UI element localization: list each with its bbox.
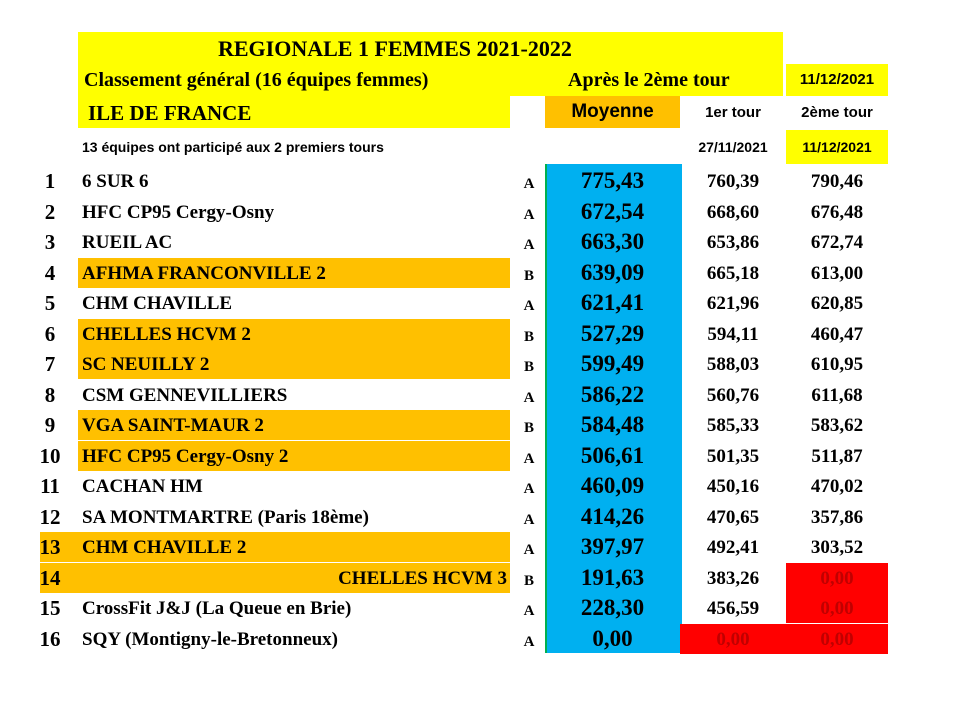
- group-cell: A: [523, 633, 535, 650]
- round2-cell: 672,74: [810, 232, 864, 253]
- group-cell: A: [523, 481, 535, 497]
- rank-cell: 13: [39, 535, 61, 559]
- round1-header: 1er tour: [705, 104, 761, 121]
- round1-cell: 456,59: [706, 598, 760, 619]
- team-name: CrossFit J&J (La Queue en Brie): [82, 598, 352, 619]
- top-date: 11/12/2021: [799, 71, 875, 88]
- round1-cell: 653,86: [706, 232, 760, 253]
- table-row: [0, 349, 965, 379]
- team-name: VGA SAINT-MAUR 2: [82, 415, 264, 436]
- round2-cell: 610,95: [810, 354, 864, 375]
- round1-cell: 383,26: [706, 567, 760, 589]
- table-row: [0, 502, 965, 532]
- round1-cell: 668,60: [706, 201, 760, 223]
- table-row: [0, 563, 965, 593]
- round1-cell: 560,76: [706, 384, 760, 406]
- round1-cell: 621,96: [706, 293, 760, 314]
- average-cell: 228,30: [580, 595, 645, 620]
- group-cell: A: [523, 603, 535, 619]
- rank-cell: 1: [44, 169, 56, 193]
- average-cell: 460,09: [580, 473, 645, 498]
- team-name: CHELLES HCVM 3: [338, 567, 507, 589]
- table-row: [0, 166, 965, 196]
- rank-cell: 15: [39, 596, 61, 620]
- round1-cell: 450,16: [706, 476, 760, 497]
- rank-cell: 8: [44, 382, 56, 407]
- average-cell: 397,97: [580, 534, 645, 559]
- table-row: [0, 197, 965, 227]
- rank-cell: 6: [44, 321, 56, 346]
- round2-cell: 460,47: [810, 323, 864, 345]
- round2-cell: 620,85: [810, 293, 864, 314]
- team-name: RUEIL AC: [82, 232, 173, 253]
- group-cell: A: [523, 511, 535, 528]
- table-row: [0, 319, 965, 349]
- average-cell: 672,54: [580, 198, 645, 224]
- table-row: [0, 532, 965, 562]
- group-cell: B: [523, 328, 534, 345]
- after-round-label: Après le 2ème tour: [568, 69, 730, 91]
- round1-date: 27/11/2021: [698, 139, 768, 155]
- group-cell: A: [523, 450, 535, 467]
- rank-cell: 10: [39, 443, 61, 468]
- round1-cell: 665,18: [706, 262, 760, 284]
- group-cell: A: [523, 237, 535, 253]
- round2-date: 11/12/2021: [802, 139, 872, 155]
- rank-cell: 2: [44, 199, 56, 224]
- rank-cell: 9: [44, 413, 56, 437]
- round2-cell: 357,86: [810, 506, 864, 528]
- group-cell: B: [523, 572, 534, 589]
- round2-cell: 0,00: [820, 628, 854, 650]
- rank-cell: 12: [39, 504, 61, 529]
- round2-cell: 0,00: [820, 598, 854, 619]
- round2-cell: 583,62: [810, 415, 864, 436]
- average-cell: 506,61: [580, 442, 645, 468]
- group-cell: A: [523, 298, 535, 314]
- team-name: CHELLES HCVM 2: [82, 323, 251, 345]
- round1-cell: 594,11: [707, 323, 759, 345]
- page-title: REGIONALE 1 FEMMES 2021-2022: [218, 36, 572, 61]
- round2-cell: 303,52: [810, 537, 864, 558]
- average-cell: 191,63: [580, 564, 645, 590]
- round2-cell: 611,68: [811, 384, 863, 406]
- average-header: Moyenne: [571, 101, 654, 122]
- group-cell: B: [523, 420, 534, 436]
- round1-cell: 501,35: [706, 445, 760, 467]
- average-cell: 586,22: [580, 381, 645, 407]
- round1-cell: 492,41: [706, 537, 760, 558]
- table-row: [0, 410, 965, 440]
- team-name: CSM GENNEVILLIERS: [82, 384, 288, 406]
- average-cell: 775,43: [580, 168, 645, 193]
- group-cell: A: [523, 389, 535, 406]
- table-row: [0, 288, 965, 318]
- table-row: [0, 624, 965, 654]
- team-name: SQY (Montigny-le-Bretonneux): [82, 628, 338, 650]
- round1-cell: 0,00: [716, 628, 750, 650]
- rank-cell: 3: [44, 230, 56, 254]
- rank-cell: 11: [40, 474, 60, 498]
- average-cell: 584,48: [580, 412, 645, 437]
- team-name: SA MONTMARTRE (Paris 18ème): [82, 506, 369, 528]
- team-name: SC NEUILLY 2: [82, 354, 210, 375]
- average-cell: 639,09: [580, 259, 645, 285]
- round2-cell: 613,00: [810, 262, 864, 284]
- team-name: HFC CP95 Cergy-Osny: [82, 201, 275, 223]
- ranking-subtitle: Classement général (16 équipes femmes): [84, 69, 429, 91]
- team-name: CACHAN HM: [82, 476, 203, 497]
- round2-cell: 0,00: [820, 567, 854, 589]
- team-name: 6 SUR 6: [82, 171, 149, 192]
- average-cell: 663,30: [580, 229, 645, 254]
- round1-cell: 470,65: [706, 506, 760, 528]
- round1-cell: 585,33: [706, 415, 760, 436]
- table-row: [0, 441, 965, 471]
- group-cell: A: [523, 176, 535, 192]
- average-cell: 414,26: [580, 503, 645, 529]
- rank-cell: 7: [44, 352, 56, 376]
- participation-note: 13 équipes ont participé aux 2 premiers tours: [82, 139, 384, 155]
- team-name: AFHMA FRANCONVILLE 2: [82, 262, 326, 284]
- rank-cell: 4: [44, 260, 56, 285]
- round2-cell: 511,87: [811, 445, 863, 467]
- round2-header: 2ème tour: [801, 104, 873, 121]
- round2-cell: 470,02: [810, 476, 864, 497]
- average-cell: 0,00: [592, 625, 633, 651]
- round2-cell: 790,46: [810, 171, 864, 192]
- team-name: CHM CHAVILLE: [82, 293, 233, 314]
- average-cell: 621,41: [580, 290, 645, 315]
- round1-cell: 588,03: [706, 354, 760, 375]
- rank-cell: 5: [44, 291, 56, 315]
- rank-cell: 16: [39, 626, 61, 651]
- table-row: [0, 227, 965, 257]
- group-cell: B: [523, 267, 534, 284]
- group-cell: A: [523, 542, 535, 558]
- table-row: [0, 593, 965, 623]
- team-name: HFC CP95 Cergy-Osny 2: [82, 445, 289, 467]
- round1-cell: 760,39: [706, 171, 760, 192]
- average-cell: 599,49: [580, 351, 645, 376]
- team-name: CHM CHAVILLE 2: [82, 537, 247, 558]
- group-cell: A: [523, 206, 535, 223]
- table-row: [0, 258, 965, 288]
- table-row: [0, 380, 965, 410]
- rank-cell: 14: [39, 565, 61, 590]
- group-cell: B: [523, 359, 534, 375]
- region-label: ILE DE FRANCE: [88, 101, 252, 125]
- round2-cell: 676,48: [810, 201, 864, 223]
- table-row: [0, 471, 965, 501]
- average-cell: 527,29: [580, 320, 645, 346]
